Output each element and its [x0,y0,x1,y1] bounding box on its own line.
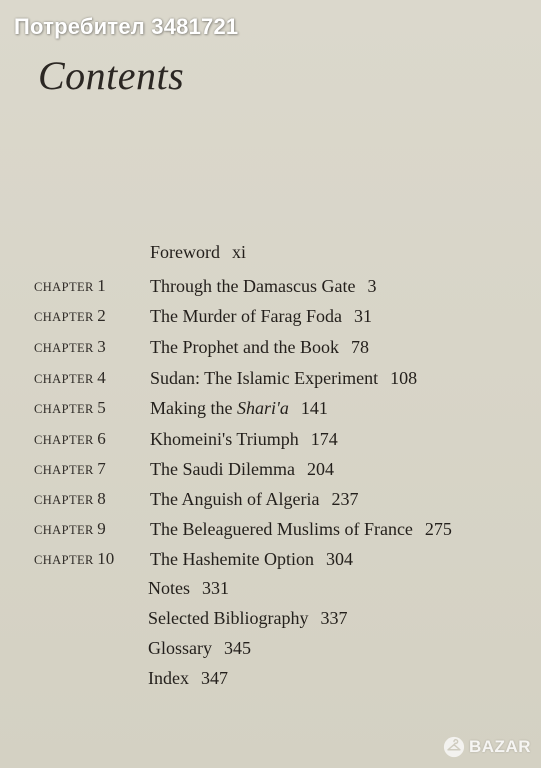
chapter-label: CHAPTER 3 [34,337,106,356]
chapter-label: CHAPTER 1 [34,276,106,295]
toc-row-chapter [0,516,541,542]
chapter-label: CHAPTER 6 [34,429,106,448]
toc-entry [150,334,369,360]
toc-entry [148,575,229,601]
chapter-label: CHAPTER 2 [34,306,106,325]
entry-page: 237 [331,489,359,509]
toc-row-back-matter [0,605,541,631]
chapter-label: CHAPTER 10 [34,549,115,568]
chapter-label: CHAPTER 7 [34,459,106,478]
toc-entry [148,665,228,691]
toc-row-chapter [0,456,541,482]
toc-row-back-matter [0,665,541,691]
chapter-label: CHAPTER 5 [34,398,106,417]
toc-entry [150,303,372,329]
entry-title: Glossary [148,638,212,658]
entry-page: 275 [424,519,452,539]
entry-title: The Prophet and the Book [150,337,339,357]
entry-page: 141 [300,398,328,418]
watermark-username: Потребител 3481721 [14,14,239,39]
entry-page: 331 [202,578,229,598]
toc-entry [148,635,251,661]
entry-page: 3 [367,276,377,296]
bazar-logo-text: BAZAR [469,737,531,756]
entry-title: The Saudi Dilemma [150,459,295,479]
entry-title: The Anguish of Algeria [150,489,320,509]
bazar-hanger-icon [443,736,465,758]
toc-row-back-matter [0,635,541,661]
chapter-label: CHAPTER 9 [34,519,106,538]
entry-title-italic: Shari'a [237,398,289,418]
toc-entry [150,395,328,421]
entry-title: The Murder of Farag Foda [150,306,342,326]
toc-row-chapter [0,365,541,391]
toc-row-chapter [0,334,541,360]
chapter-label: CHAPTER 8 [34,489,106,508]
entry-page: 31 [353,306,372,326]
toc-entry [150,516,452,542]
toc-entry [150,486,358,512]
entry-page: 174 [310,429,338,449]
toc-entry [150,456,334,482]
entry-page: 204 [306,459,334,479]
toc-entry [150,273,376,299]
toc-row-chapter [0,303,541,329]
entry-page: 345 [224,638,251,658]
entry-title: Sudan: The Islamic Experiment [150,368,379,388]
entry-page: 347 [200,668,228,688]
entry-title: Selected Bibliography [148,608,309,628]
toc-row-chapter [0,546,541,572]
entry-title: Foreword [150,242,220,262]
entry-title: Making the Shari'a [150,398,289,418]
entry-title: The Beleaguered Muslims of France [150,519,413,539]
toc-row-chapter [0,486,541,512]
toc-row-back-matter [0,575,541,601]
entry-page: 108 [390,368,418,388]
entry-page: 304 [325,549,353,569]
entry-page: xi [232,242,247,262]
entry-page: 337 [320,608,348,628]
toc-row-foreword [0,239,541,265]
entry-title: The Hashemite Option [150,549,314,569]
entry-title: Notes [148,578,190,598]
toc-entry [150,546,353,572]
entry-page: 78 [350,337,369,357]
toc-entry [150,365,417,391]
toc-entry [150,239,246,265]
toc-row-chapter [0,273,541,299]
entry-title: Index [148,668,189,688]
toc-entry [150,426,338,452]
bazar-logo [443,736,531,758]
toc-row-chapter [0,395,541,421]
page-title: Contents [38,53,185,98]
chapter-label: CHAPTER 4 [34,368,106,387]
toc-entry [148,605,347,631]
toc-row-chapter [0,426,541,452]
entry-title: Khomeini's Triumph [150,429,299,449]
entry-title: Through the Damascus Gate [150,276,356,296]
